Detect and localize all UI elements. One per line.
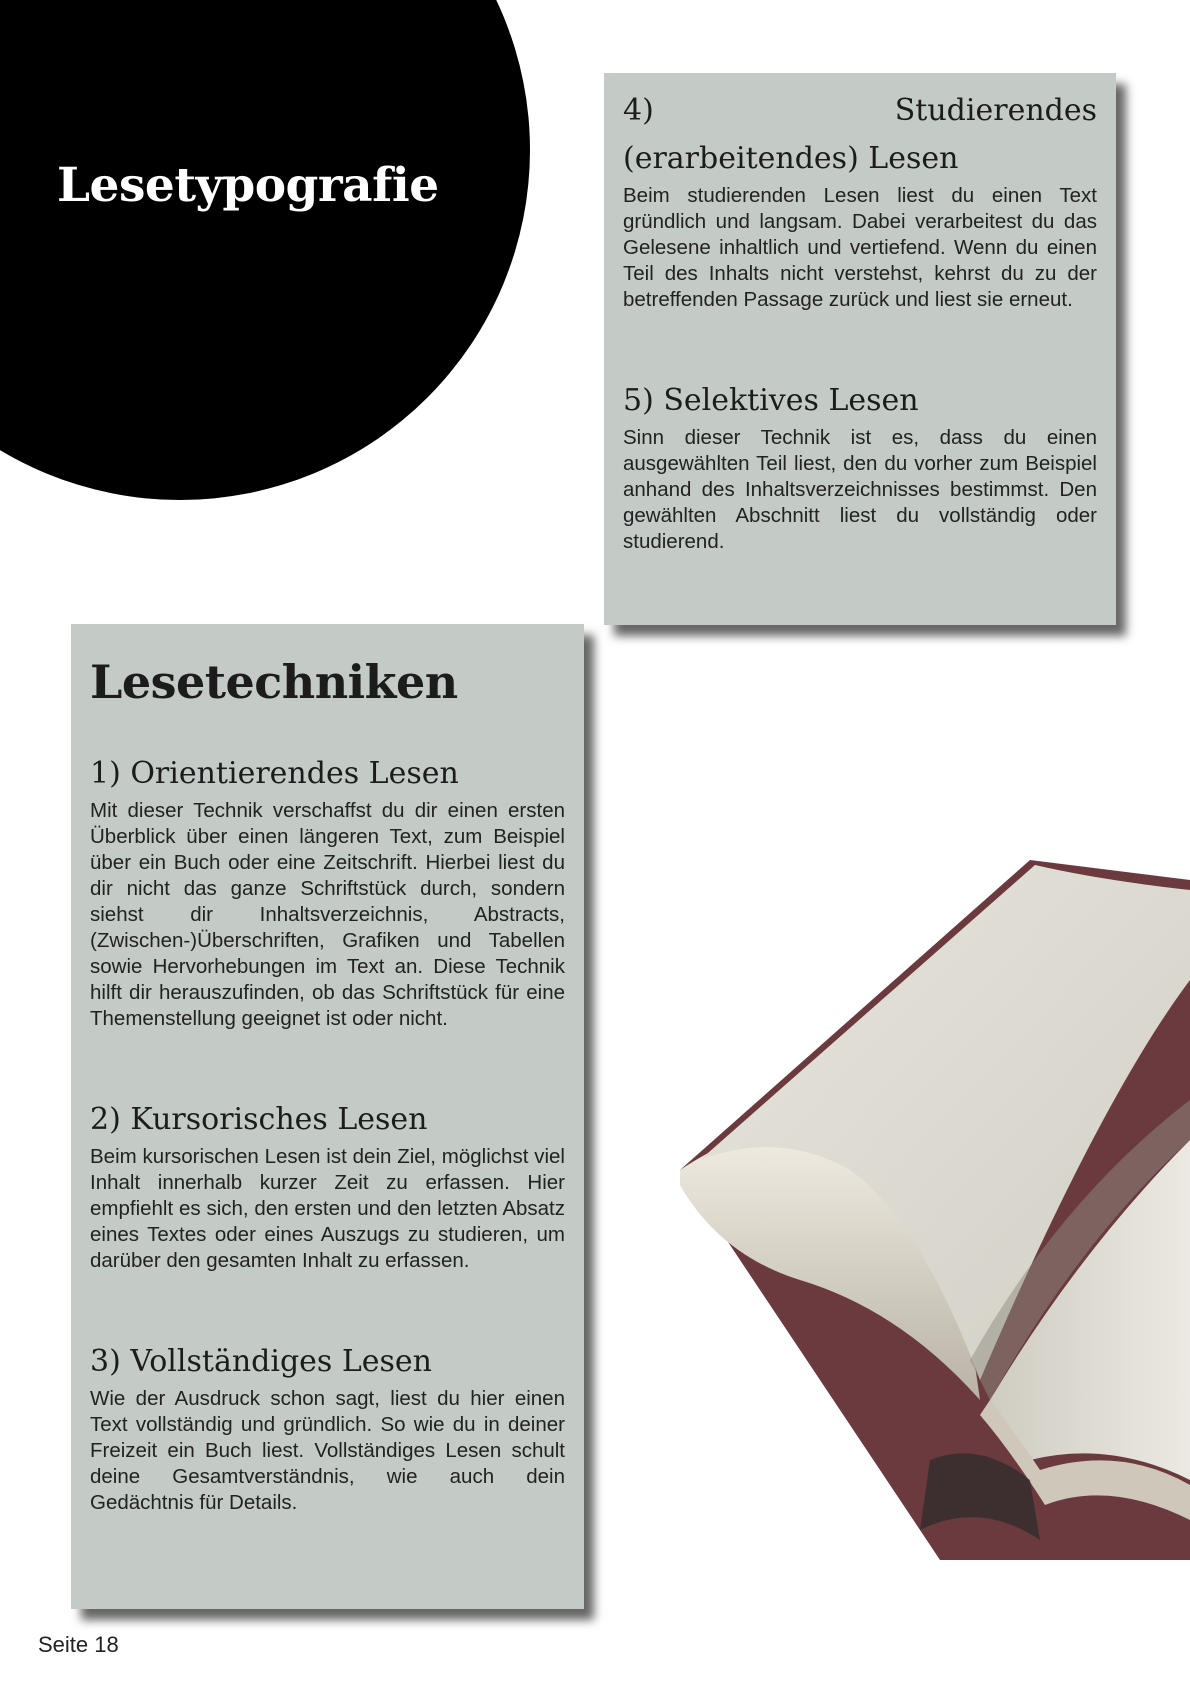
page-title: Lesetypografie: [57, 158, 439, 213]
section-heading-orienting: 1) Orientierendes Lesen: [90, 756, 459, 791]
section-body-orienting: Mit dieser Technik verschaffst du dir einen ersten Überblick über einen längeren Text, zum Beispiel über ein Buch oder eine Zeitschrift. Hierbei liest du dir nicht das ganze Schriftstück durch, sondern siehst dir Inhaltsverzeichnis, Abstracts, (Zwischen-)Überschriften, Grafiken und Tabellen sowie Hervorhebungen im Text an. Diese Technik hilft dir herauszufinden, ob das Schriftstück für eine Themenstellung geeignet ist oder nicht.: [90, 799, 565, 1030]
decorative-circle: [0, 0, 530, 500]
section-heading-selective: 5) Selektives Lesen: [623, 383, 919, 418]
open-book-image: [680, 840, 1190, 1560]
page-number: Seite 18: [38, 1632, 119, 1657]
section-body-cursory: Beim kursorischen Lesen ist dein Ziel, möglichst viel Inhalt innerhalb kurzer Zeit zu erfassen. Hier empfiehlt es sich, den ersten und den letzten Absatz eines Textes oder eines Auszugs zu studieren, um darüber den gesamten Inhalt zu erfassen.: [90, 1145, 565, 1272]
reading-techniques-card-continued: [604, 73, 1116, 625]
section-body-studying: Beim studierenden Lesen liest du einen Text gründlich und langsam. Dabei verarbeitest du das Gelesene inhaltlich und vertiefend. Wenn du einen Teil des Inhalts nicht verstehst, kehrst du zu der betreffenden Passage zurück und liest sie erneut.: [623, 184, 1097, 311]
card-title: Lesetechniken: [90, 655, 458, 709]
section-heading-complete: 3) Vollständiges Lesen: [90, 1344, 432, 1379]
section-heading-studying: 4) Studierendes (erarbeitendes) Lesen: [623, 93, 1097, 176]
section-heading-cursory: 2) Kursorisches Lesen: [90, 1102, 428, 1137]
section-body-selective: Sinn dieser Technik ist es, dass du einen ausgewählten Teil liest, den du vorher zum Beispiel anhand des Inhaltsverzeichnisses bestimmst. Den gewählten Abschnitt liest du vollständig oder studierend.: [623, 426, 1097, 553]
reading-techniques-card: [71, 624, 584, 1609]
section-body-complete: Wie der Ausdruck schon sagt, liest du hier einen Text vollständig und gründlich. So wie du in deiner Freizeit ein Buch liest. Vollständiges Lesen schult deine Gesamtverständnis, wie auch dein Gedächtnis für Details.: [90, 1387, 565, 1514]
